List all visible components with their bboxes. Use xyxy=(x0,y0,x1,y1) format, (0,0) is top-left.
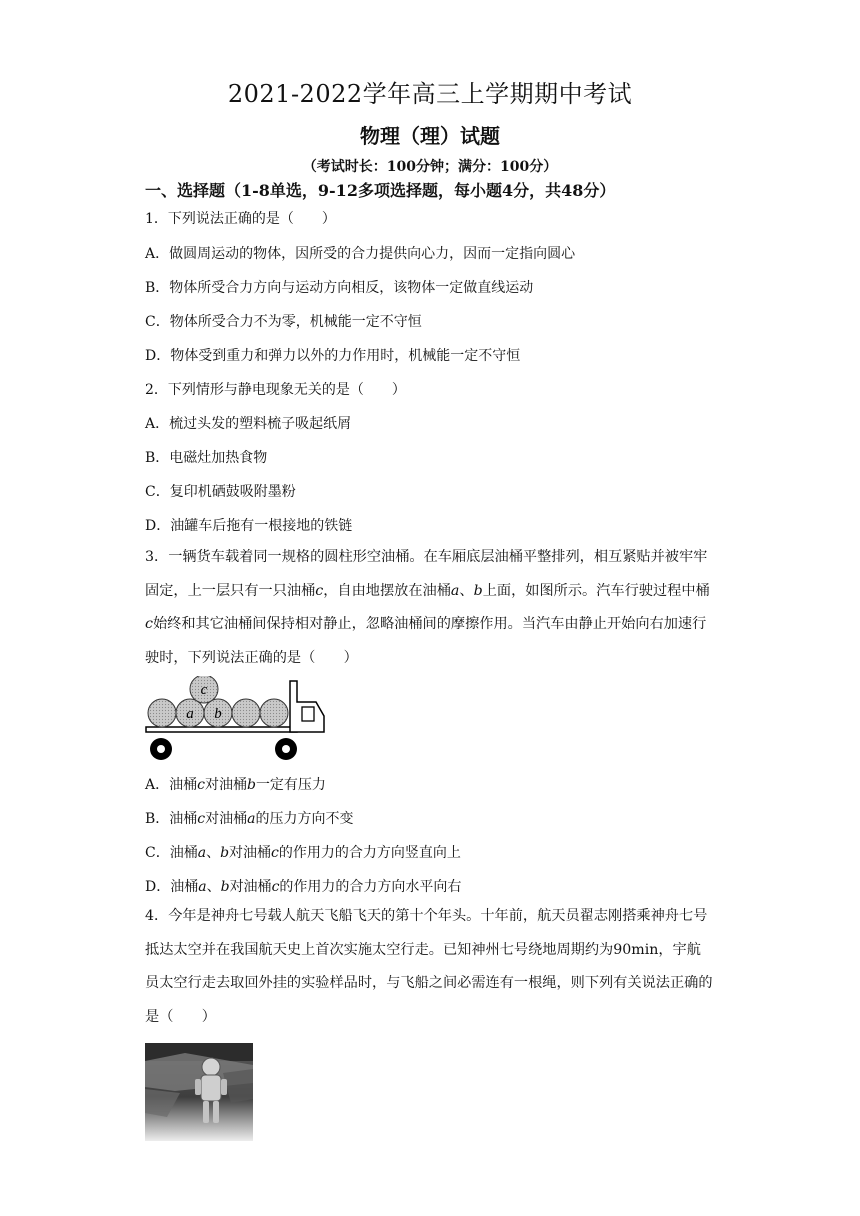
barrel xyxy=(148,699,176,727)
q1-option-d: D．物体受到重力和弹力以外的力作用时，机械能一定不守恒 xyxy=(145,348,521,364)
q2-option-c: C．复印机硒鼓吸附墨粉 xyxy=(145,484,296,500)
barrel xyxy=(232,699,260,727)
barrel xyxy=(260,699,288,727)
cab-window xyxy=(302,707,314,721)
q3-option-b: B．油桶c对油桶a的压力方向不变 xyxy=(145,811,354,827)
label-b: b xyxy=(214,706,222,722)
q3-stem: 3．一辆货车载着同一规格的圆柱形空油桶。在车厢底层油桶平整排列，相互紧贴并被牢牢固定，上一层只有一只油桶c，自由地摆放在油桶a、b上面，如图所示。汽车行驶过程中桶c始终和其它油桶间保持相对静止，忽略油桶间的摩擦作用。当汽车由静止开始向右加速行驶时，下列说法正确的是（ ） xyxy=(145,549,710,666)
q1-option-b: B．物体所受合力方向与运动方向相反，该物体一定做直线运动 xyxy=(145,280,534,296)
exam-title: 2021-2022学年高三上学期期中考试 xyxy=(227,80,633,108)
q2-stem: 2．下列情形与静电现象无关的是（ ） xyxy=(145,382,406,398)
spacewalk-photo xyxy=(145,1043,253,1141)
truck-oil-barrels-figure xyxy=(140,676,330,762)
q2-option-b: B．电磁灶加热食物 xyxy=(145,450,268,466)
q1-option-c: C．物体所受合力不为零，机械能一定不守恒 xyxy=(145,314,422,330)
q3-option-a: A．油桶c对油桶b一定有压力 xyxy=(145,777,326,793)
truck-bed xyxy=(146,727,297,732)
section-heading: 一、选择题（1-8单选，9-12多项选择题，每小题4分，共48分） xyxy=(145,181,616,200)
label-c: c xyxy=(200,682,208,698)
q2-option-d: D．油罐车后拖有一根接地的铁链 xyxy=(145,518,353,534)
q1-option-a: A．做圆周运动的物体，因所受的合力提供向心力，因而一定指向圆心 xyxy=(145,246,576,262)
q2-option-a: A．梳过头发的塑料梳子吸起纸屑 xyxy=(145,416,352,432)
q1-stem: 1．下列说法正确的是（ ） xyxy=(145,211,336,227)
q3-option-c: C．油桶a、b对油桶c的作用力的合力方向竖直向上 xyxy=(145,845,461,861)
q4-stem: 4．今年是神舟七号载人航天飞船飞天的第十个年头。十年前，航天员翟志刚搭乘神舟七号抵达太空并在我国航天史上首次实施太空行走。已知神州七号绕地周期约为90min，宇航员太空行走去取回外挂的实验样品时，与飞船之间必需连有一根绳，则下列有关说法正确的是（ ） xyxy=(145,908,713,1025)
exam-info: （考试时长：100分钟；满分：100分） xyxy=(302,159,558,175)
label-a: a xyxy=(186,706,194,722)
exam-subtitle: 物理（理）试题 xyxy=(360,124,500,148)
q3-option-d: D．油桶a、b对油桶c的作用力的合力方向水平向右 xyxy=(145,879,462,895)
